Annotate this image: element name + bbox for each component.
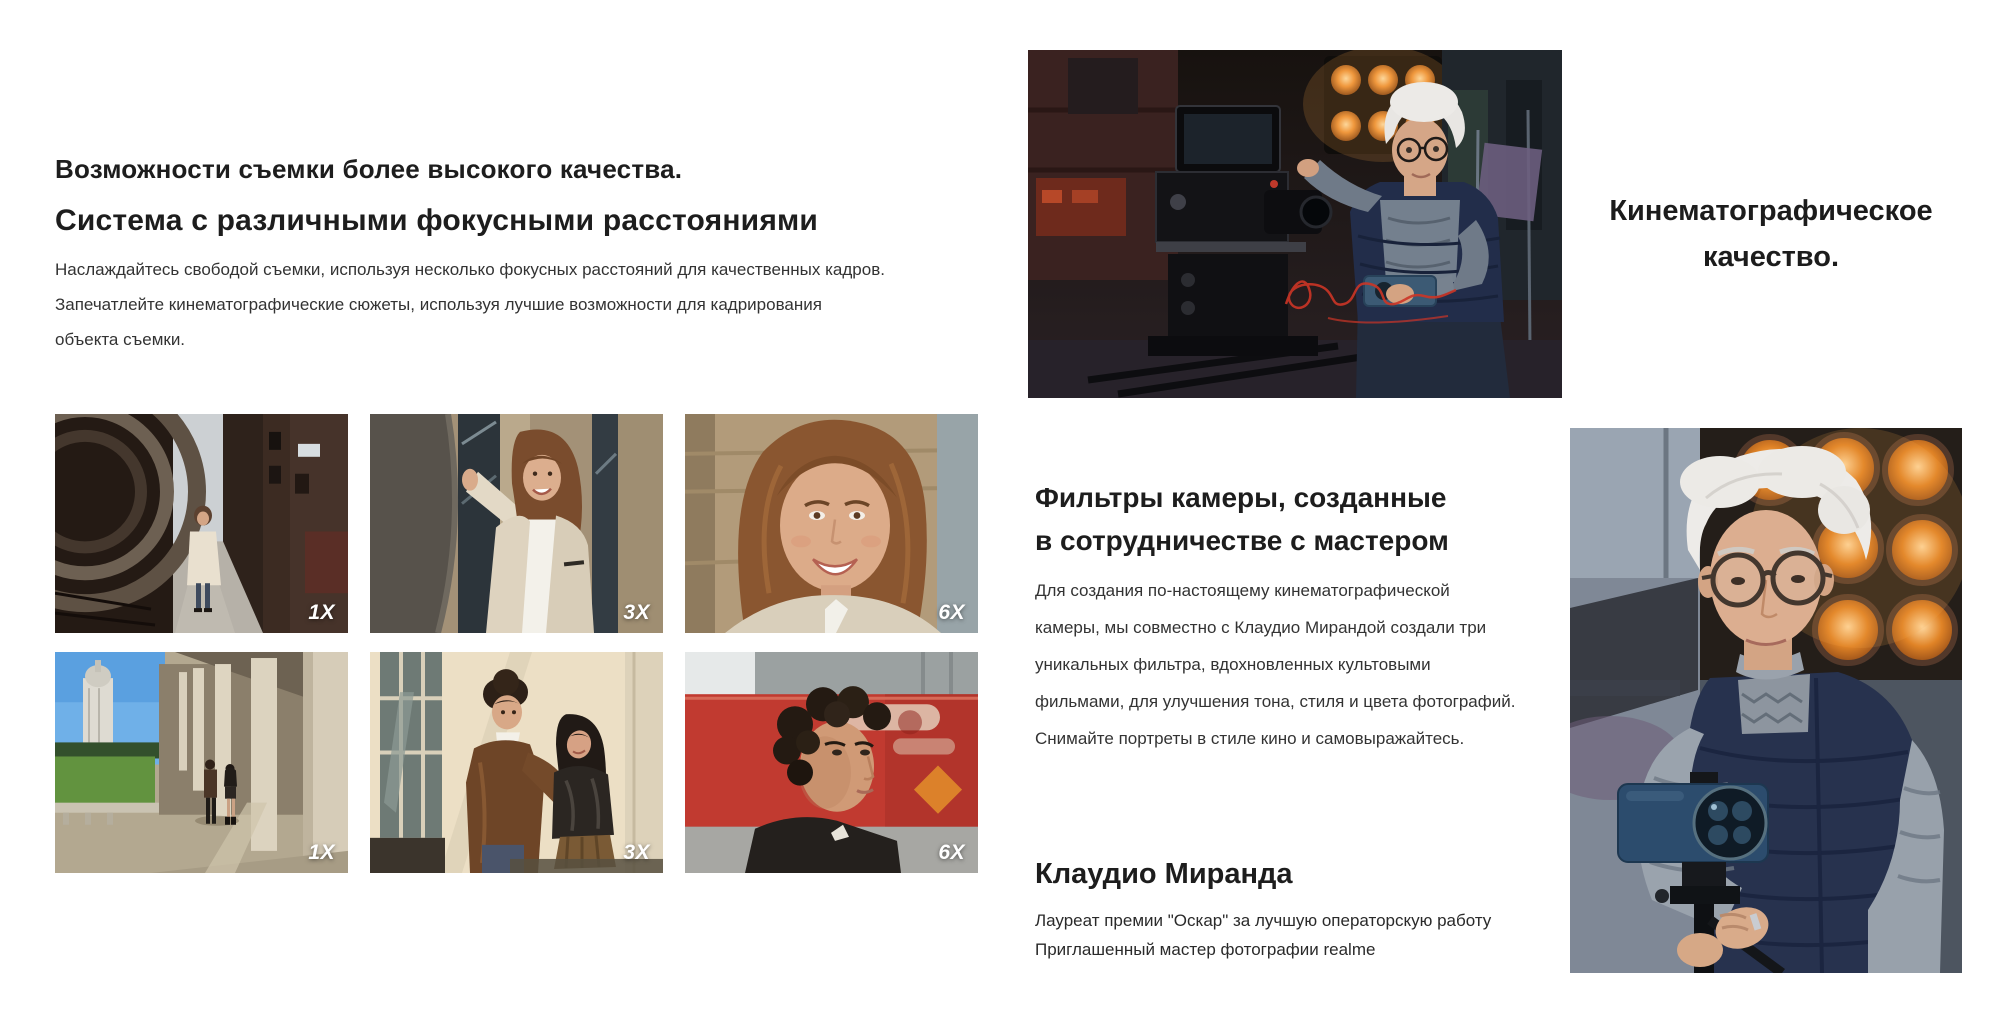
hero-caption: [1585, 188, 1957, 280]
zoom-level-badge: 1X: [308, 841, 335, 864]
gallery-photo-closeup-6x: [685, 414, 978, 633]
master-credit-line: Приглашенный мастер фотографии realme: [1035, 940, 1376, 959]
section-body-line: Наслаждайтесь свободой съемки, используя несколько фокусных расстояний для качественных кадров.: [55, 260, 885, 279]
section-body-line: Запечатлейте кинематографические сюжеты, используя лучшие возможности для кадрирования: [55, 295, 822, 314]
photo-illustration-master-portrait: [1570, 428, 1962, 973]
zoom-level-badge: 6X: [938, 841, 965, 864]
filters-heading-line: в сотрудничестве с мастером: [1035, 525, 1449, 556]
gallery-photo-colonnade-1x: [55, 652, 348, 873]
filters-heading-line: Фильтры камеры, созданные: [1035, 482, 1447, 513]
section-body: [55, 252, 885, 357]
zoom-gallery: [55, 414, 978, 873]
photo-illustration-couple: [370, 652, 663, 873]
filters-body-line: камеры, мы совместно с Клаудио Мирандой создали три: [1035, 618, 1487, 637]
filters-body-line: фильмами, для улучшения тона, стиля и цвета фотографий.: [1035, 692, 1516, 711]
cinematographer-set-photo: [1028, 50, 1562, 398]
gallery-photo-woman-3x: [370, 414, 663, 633]
photo-illustration-alley: [55, 414, 348, 633]
zoom-level-badge: 6X: [938, 601, 965, 624]
gallery-photo-alley-1x: [55, 414, 348, 633]
master-credits: [1035, 906, 1491, 964]
photo-illustration-man-bus: [685, 652, 978, 873]
master-name: Клаудио Миранда: [1035, 858, 1293, 890]
hero-caption-line: Кинематографическое: [1609, 195, 1933, 227]
zoom-level-badge: 3X: [623, 601, 650, 624]
zoom-level-badge: 1X: [308, 601, 335, 624]
zoom-level-badge: 3X: [623, 841, 650, 864]
master-credit-line: Лауреат премии "Оскар" за лучшую операторскую работу: [1035, 911, 1492, 930]
photo-illustration-woman-closeup: [685, 414, 978, 633]
photo-illustration-film-set: [1028, 50, 1562, 398]
photo-illustration-colonnade: [55, 652, 348, 873]
section-body-line: объекта съемки.: [55, 330, 186, 349]
hero-caption-line: качество.: [1702, 241, 1840, 273]
section-lead-heading: Возможности съемки более высокого качества.: [55, 154, 683, 184]
gallery-photo-couple-3x: [370, 652, 663, 873]
filters-body: [1035, 572, 1515, 757]
filters-body-line: уникальных фильтра, вдохновленных культовыми: [1035, 655, 1431, 674]
gallery-photo-man-6x: [685, 652, 978, 873]
photo-illustration-woman-wall: [370, 414, 663, 633]
filters-heading: [1035, 476, 1449, 562]
master-portrait-photo: [1570, 428, 1962, 973]
filters-body-line: Снимайте портреты в стиле кино и самовыражайтесь.: [1035, 729, 1465, 748]
section-title: Система с различными фокусными расстояниями: [55, 204, 819, 237]
filters-body-line: Для создания по-настоящему кинематографической: [1035, 581, 1450, 600]
